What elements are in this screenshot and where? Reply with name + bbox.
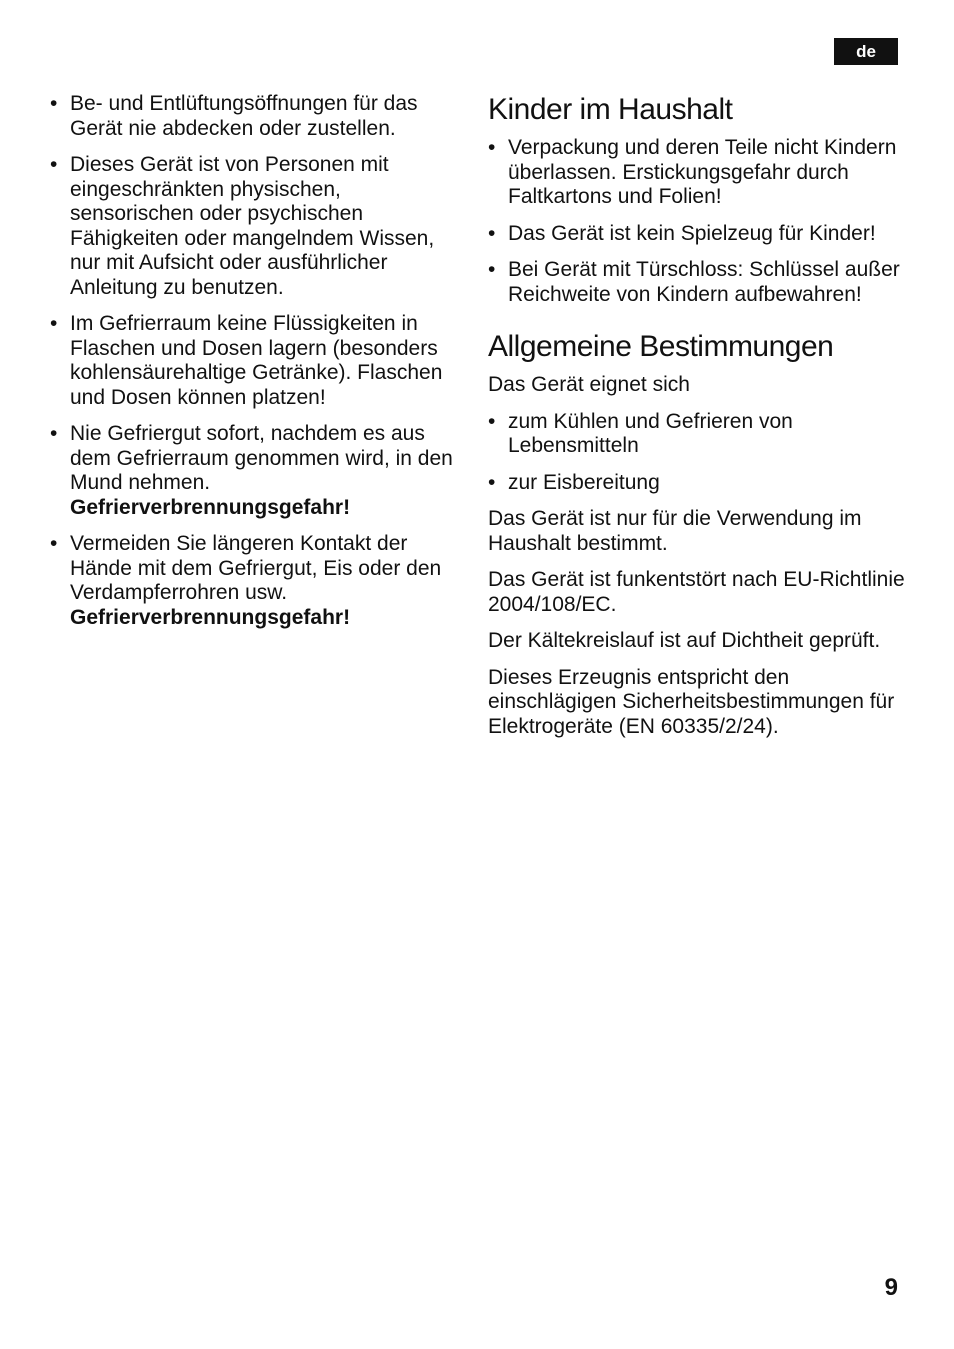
list-item-text: Im Gefrierraum keine Flüssigkeiten in Flaschen und Dosen lagern (besonders kohlensäurehaltige Getränke). Flaschen und Dosen können platzen! bbox=[70, 312, 443, 409]
list-item: • Bei Gerät mit Türschloss: Schlüssel außer Reichweite von Kindern aufbewahren! bbox=[488, 258, 908, 307]
list-item-text: Be- und Entlüftungsöffnungen für das Gerät nie abdecken oder zustellen. bbox=[70, 92, 418, 140]
paragraph: Der Kältekreislauf ist auf Dichtheit geprüft. bbox=[488, 629, 881, 652]
list-item bbox=[50, 153, 460, 300]
list-item bbox=[50, 532, 460, 630]
list-item: • zum Kühlen und Gefrieren von Lebensmitteln bbox=[488, 410, 908, 459]
warning-text: Gefrierverbrennungsgefahr! bbox=[70, 495, 351, 519]
section-allgemein bbox=[488, 329, 908, 739]
list-item bbox=[50, 312, 460, 410]
section-heading: Kinder im Haushalt bbox=[488, 93, 733, 126]
page-number: 9 bbox=[884, 1274, 898, 1301]
left-column bbox=[50, 92, 460, 642]
list-item bbox=[50, 92, 460, 141]
paragraph: Das Gerät ist funkentstört nach EU-Richtlinie 2004/108/EC. bbox=[488, 568, 905, 616]
list-item-text: Vermeiden Sie längeren Kontakt der Hände mit dem Gefriergut, Eis oder den Verdampferrohren usw. bbox=[70, 532, 442, 604]
list-item: • zur Eisbereitung bbox=[488, 471, 908, 496]
list-item: • Verpackung und deren Teile nicht Kindern überlassen. Erstickungsgefahr durch Faltkartons und Folien! bbox=[488, 136, 908, 210]
kinder-list bbox=[488, 136, 908, 307]
intro-text: Das Gerät eignet sich bbox=[488, 373, 690, 396]
language-badge: de bbox=[834, 38, 898, 65]
list-item: • Das Gerät ist kein Spielzeug für Kinder! bbox=[488, 222, 908, 247]
paragraph: Dieses Erzeugnis entspricht den einschlägigen Sicherheitsbestimmungen für Elektrogeräte (EN 60335/2/24). bbox=[488, 665, 895, 738]
allgemein-list bbox=[488, 410, 908, 496]
list-item-text: Dieses Gerät ist von Personen mit eingeschränkten physischen, sensorischen oder psychischen Fähigkeiten oder mangelndem Wissen, nur mit Aufsicht oder ausführlicher Anleitung zu benutzen. bbox=[70, 153, 435, 299]
safety-list bbox=[50, 92, 460, 630]
list-item-text: Nie Gefriergut sofort, nachdem es aus dem Gefrierraum genommen wird, in den Mund nehmen. bbox=[70, 422, 453, 494]
list-item bbox=[50, 422, 460, 520]
section-heading: Allgemeine Bestimmungen bbox=[488, 330, 834, 363]
section-kinder bbox=[488, 92, 908, 307]
right-column bbox=[488, 92, 908, 751]
paragraph: Das Gerät ist nur für die Verwendung im Haushalt bestimmt. bbox=[488, 507, 862, 555]
warning-text: Gefrierverbrennungsgefahr! bbox=[70, 605, 351, 629]
